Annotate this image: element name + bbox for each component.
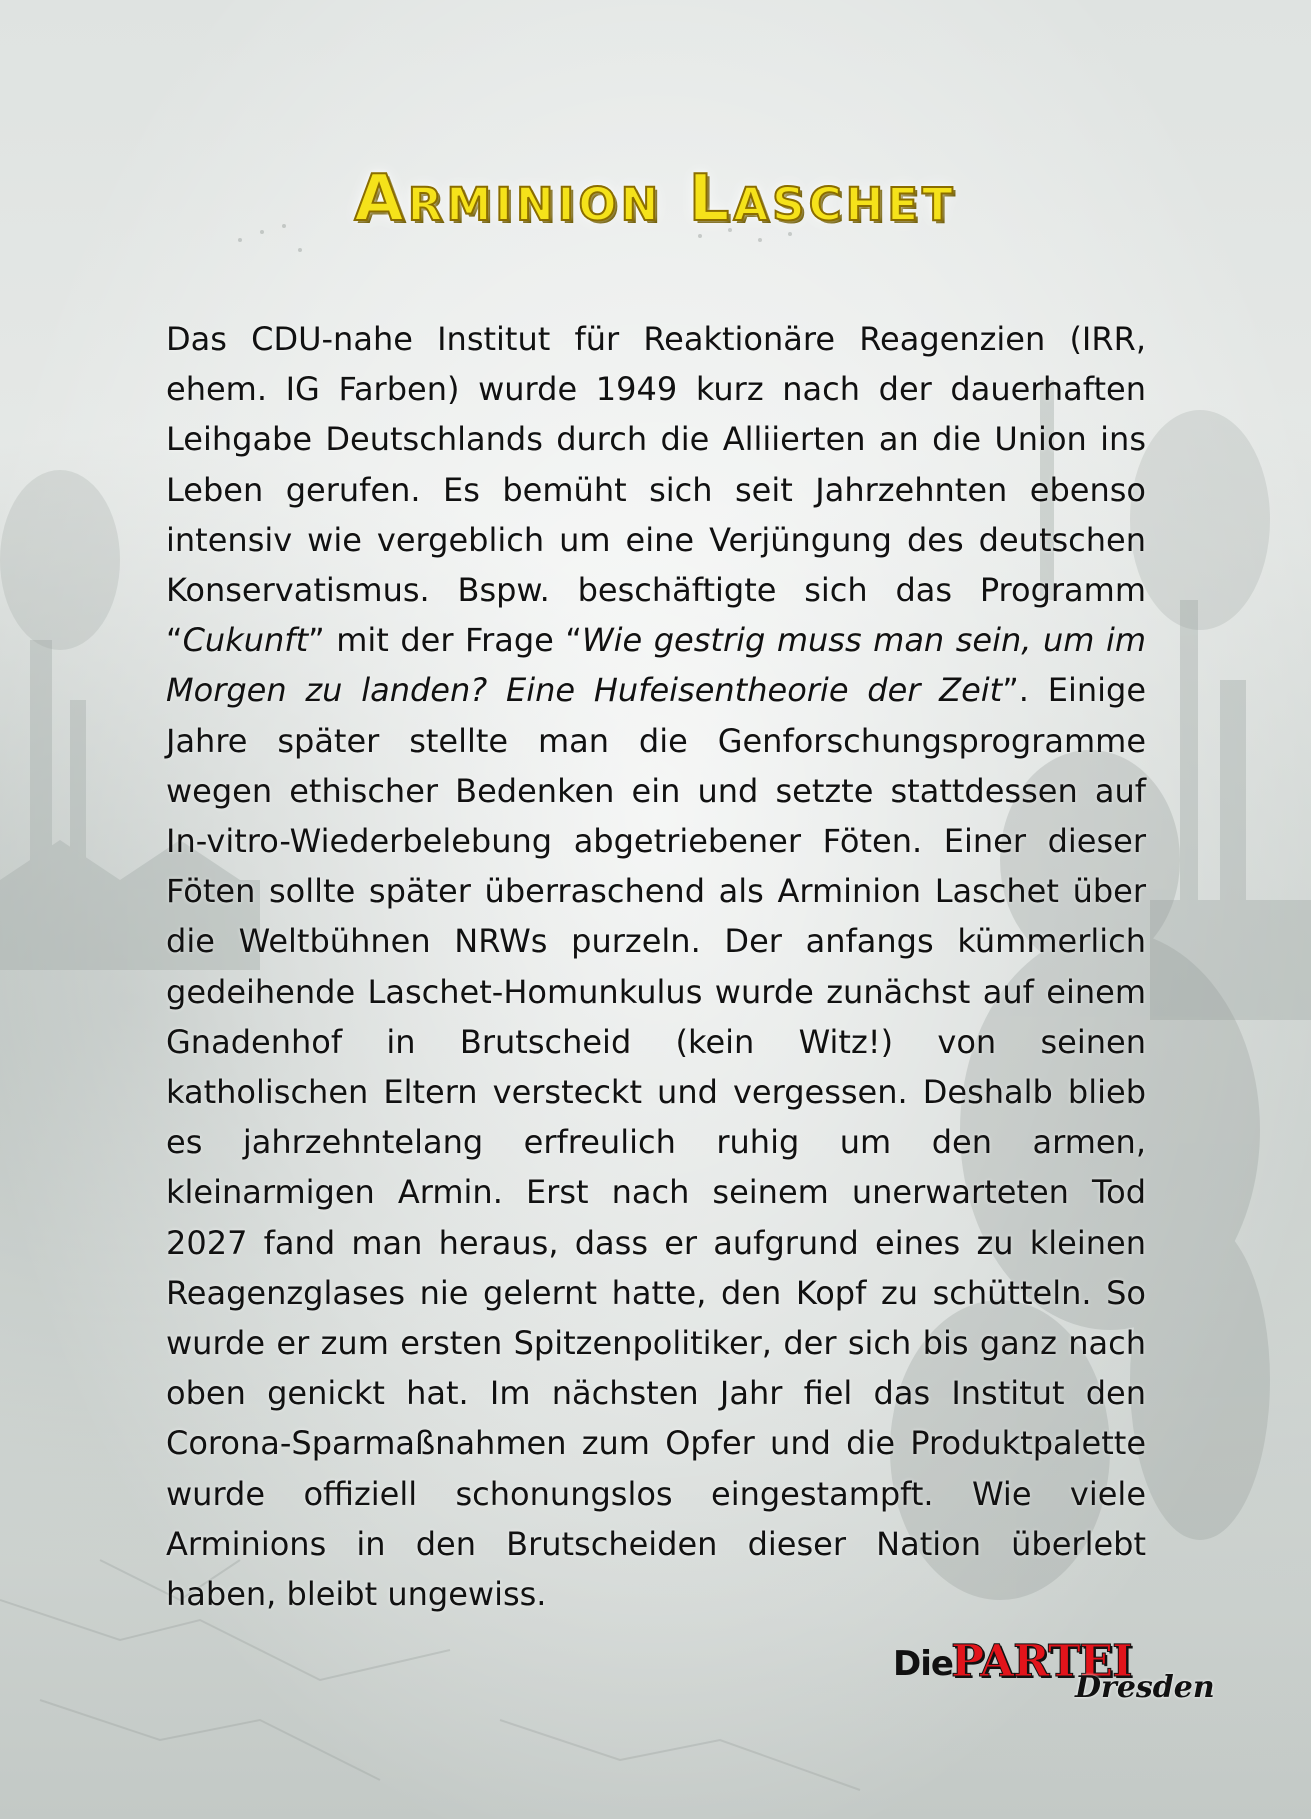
logo-city: Dresden (1075, 1670, 1215, 1705)
body-segment: Das CDU-nahe Institut für Reaktionäre Reagenzien (IRR, ehem. IG Farben) wurde 1949 kurz nach der dauerhaften Leihgabe Deutschlands durch die Alliierten an die Union ins Leben gerufen. Es bemüht sich seit Jahrzehnten ebenso intensiv wie vergeblich um eine Verjüngung des deutschen Konservatismus. Bspw. beschäftigte sich das Programm “ (166, 320, 1146, 660)
program-question: Wie gestrig muss man sein, um im Morgen zu landen? Eine Hufeisentheorie der Zeit (166, 621, 1147, 710)
program-name: Cukunft (182, 621, 309, 660)
logo-die: Die (893, 1644, 953, 1684)
page-title: Arminion Laschet (354, 162, 957, 236)
body-segment: ” mit der Frage “ (308, 621, 582, 660)
die-partei-logo (893, 1632, 1215, 1705)
body-segment: ”. Einige Jahre später stellte man die Genforschungsprogramme wegen ethischer Bedenken ein und setzte stattdessen auf In-vitro-Wiederbelebung abgetriebener Föten. Einer dieser Föten sollte später überraschend als Arminion Laschet über die Weltbühnen NRWs purzeln. Der anfangs kümmerlich gedeihende Laschet-Homunkulus wurde zunächst auf einem Gnadenhof in Brutscheid (kein Witz!) von seinen katholischen Eltern versteckt und vergessen. Deshalb blieb es jahrzehntelang erfreulich ruhig um den armen, kleinarmigen Armin. Erst nach seinem unerwarteten Tod 2027 fand man heraus, dass er aufgrund eines zu kleinen Reagenzglases nie gelernt hatte, den Kopf zu schütteln. So wurde er zum ersten Spitzenpolitiker, der sich bis ganz nach oben genickt hat. Im nächsten Jahr fiel das Institut den Corona-Sparmaßnahmen zum Opfer und die Produktpalette wurde offiziell schonungslos eingestampft. Wie viele Arminions in den Brutscheiden dieser Nation überlebt haben, bleibt ungewiss. (166, 671, 1147, 1614)
body-text (166, 314, 1146, 1619)
logo-partei: PARTEI (951, 1636, 1132, 1687)
